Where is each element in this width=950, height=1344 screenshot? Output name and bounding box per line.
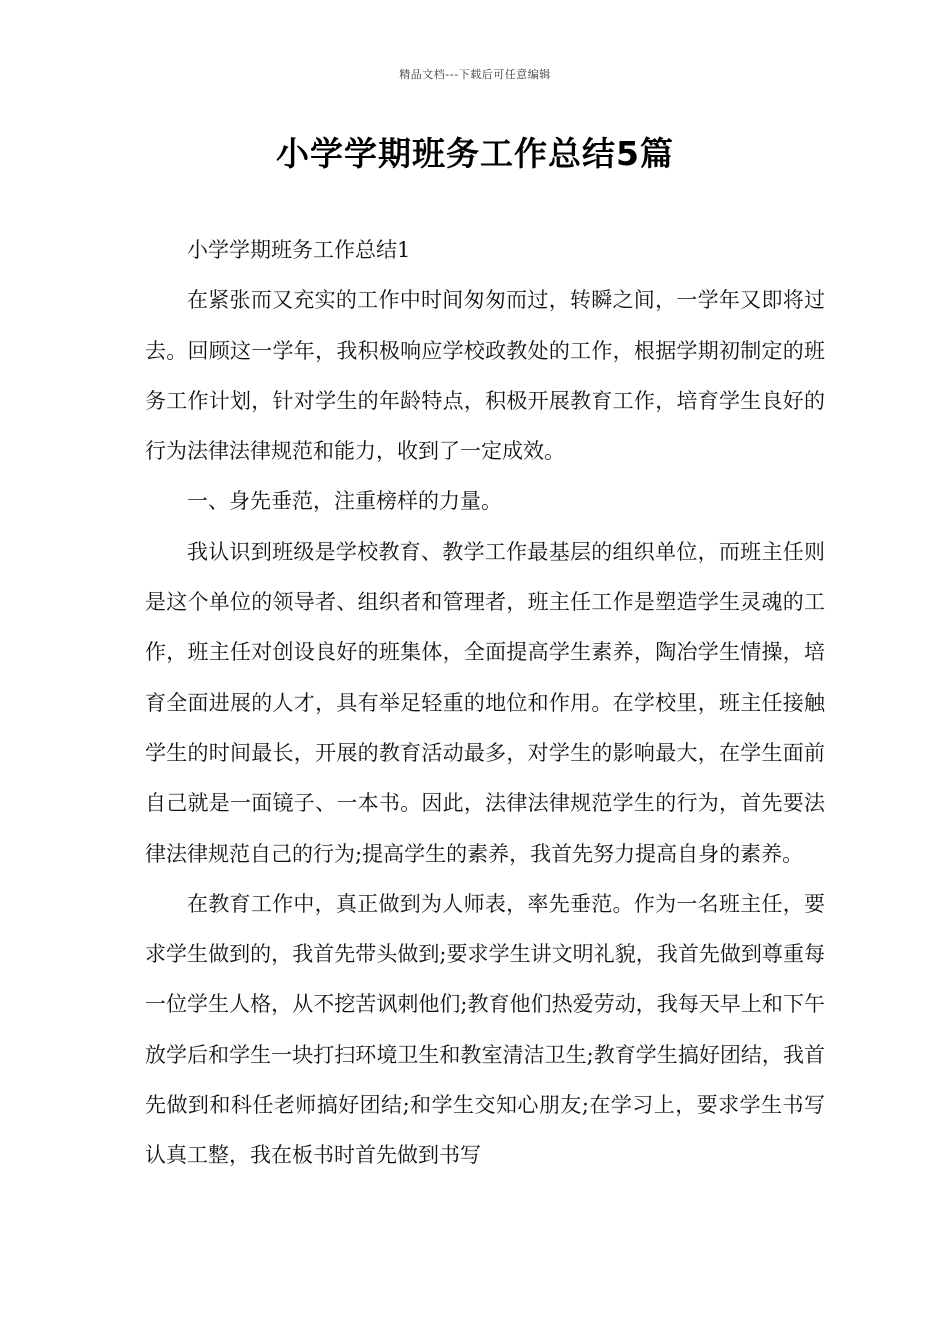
paragraph-intro: 在紧张而又充实的工作中时间匆匆而过，转瞬之间，一学年又即将过去。回顾这一学年，我积极响应学校政教处的工作，根据学期初制定的班务工作计划，针对学生的年龄特点，积极开展教育工作，培育学生良好的行为法律法律规范和能力，收到了一定成效。 [145,288,825,464]
paragraph-body: 在教育工作中，真正做到为人师表，率先垂范。作为一名班主任，要求学生做到的，我首先带头做到;要求学生讲文明礼貌，我首先做到尊重每一位学生人格，从不挖苦讽刺他们;教育他们热爱劳动，我每天早上和下午放学后和学生一块打扫环境卫生和教室清洁卫生;教育学生搞好团结，我首先做到和科任老师搞好团结;和学生交知心朋友;在学习上，要求学生书写认真工整，我在板书时首先做到书写 [145,891,825,1168]
section-heading: 小学学期班务工作总结1 [187,238,411,262]
subsection-heading: 一、身先垂范，注重榜样的力量。 [187,489,502,514]
document-title: 小学学期班务工作总结5篇 [276,134,674,173]
paragraph-body: 我认识到班级是学校教育、教学工作最基层的组织单位，而班主任则是这个单位的领导者、组织者和管理者，班主任工作是塑造学生灵魂的工作，班主任对创设良好的班集体，全面提高学生素养，陶冶学生情操，培育全面进展的人才，具有举足轻重的地位和作用。在学校里，班主任接触学生的时间最长，开展的教育活动最多，对学生的影响最大，在学生面前自己就是一面镜子、一本书。因此，法律法律规范学生的行为，首先要法律法律规范自己的行为;提高学生的素养，我首先努力提高自身的素养。 [145,539,825,866]
header-note: 精品文档---下载后可任意编辑 [399,68,551,81]
document-body [145,225,825,1181]
